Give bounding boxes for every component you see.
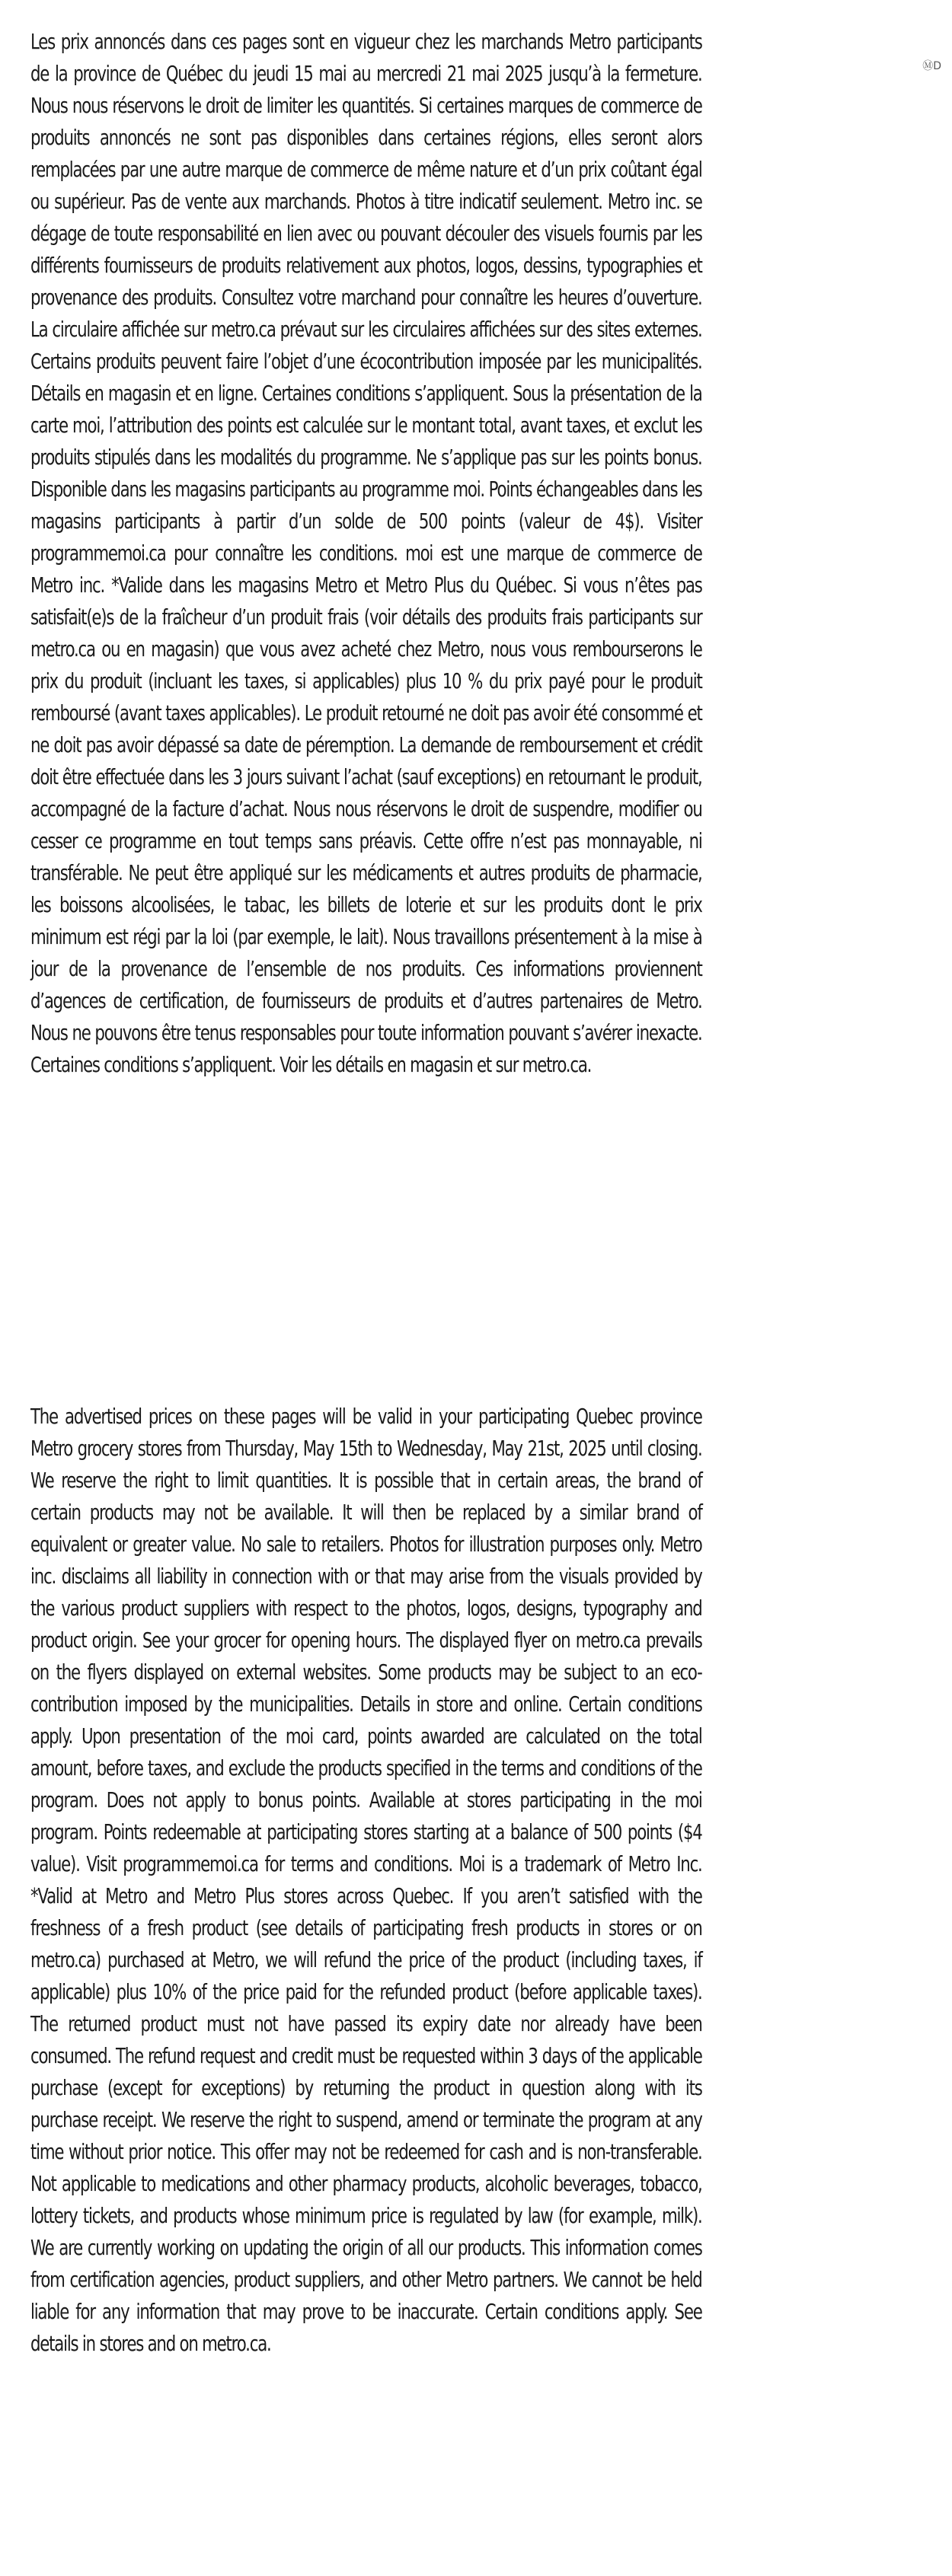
french-legal-paragraph: Les prix annoncés dans ces pages sont en vigueur chez les marchands Metro participants de la province de Québec du jeudi 15 mai au mercredi 21 mai 2025 jusqu’à la fermeture. Nous nous réservons le droit de limiter les quantités. Si certaines marques de commerce de produits annoncés ne sont pas disponibles dans certaines régions, elles seront alors remplacées par une autre marque de commerce de même nature et d’un prix coûtant égal ou supérieur. Pas de vente aux marchands. Photos à titre indicatif seulement. Metro inc. se dégage de toute responsabilité en lien avec ou pouvant découler des visuels fournis par les différents fournisseurs de produits relativement aux photos, logos, dessins, typographies et provenance des produits. Consultez votre marchand pour connaître les heures d’ouverture. La circulaire affichée sur metro.ca prévaut sur les circulaires affichées sur des sites externes. Certains produits peuvent faire l’objet d’une écocontribution imposée par les municipalités. Détails en magasin et en ligne. Certaines conditions s’appliquent. Sous la présentation de la carte moi, l’attribution des points est calculée sur le montant total, avant taxes, et exclut les produits stipulés dans les modalités du programme. Ne s’applique pas sur les points bonus. Disponible dans les magasins participants au programme moi. Points échangeables dans les magasins participants à partir d’un solde de 500 points (valeur de 4$). Visiter programmemoi.ca pour connaître les conditions. moi est une marque de commerce de Metro inc. *Valide dans les magasins Metro et Metro Plus du Québec. Si vous n’êtes pas satisfait(e)s de la fraîcheur d’un produit frais (voir détails des produits frais participants sur metro.ca ou en magasin) que vous avez acheté chez Metro, nous vous rembourserons le prix du produit (incluant les taxes, si applicables) plus 10 % du prix payé pour le produit remboursé (avant taxes applicables). Le produit retourné ne doit pas avoir été consommé et ne doit pas avoir dépassé sa date de péremption. La demande de remboursement et crédit doit être effectuée dans les 3 jours suivant l’achat (sauf exceptions) en retournant le produit, accompagné de la facture d’achat. Nous nous réservons le droit de suspendre, modifier ou cesser ce programme en tout temps sans préavis. Cette offre n’est pas monnayable, ni transférable. Ne peut être appliqué sur les médicaments et autres produits de pharmacie, les boissons alcoolisées, le tabac, les billets de loterie et sur les produits dont le prix minimum est régi par la loi (par exemple, le lait). Nous travaillons présentement à la mise à jour de la provenance de l’ensemble de nos produits. Ces informations proviennent d’agences de certification, de fournisseurs de produits et d’autres partenaires de Metro. Nous ne pouvons être tenus responsables pour toute information pouvant s’avérer inexacte. Certaines conditions s’appliquent. Voir les détails en magasin et sur metro.ca.	[30, 29, 702, 1077]
corner-mark-text: ⓂD	[922, 60, 941, 72]
english-legal-paragraph: The advertised prices on these pages will be valid in your participating Quebec province Metro grocery stores from Thursday, May 15th to Wednesday, May 21st, 2025 until closing. We reserve the right to limit quantities. It is possible that in certain areas, the brand of certain products may not be available. It will then be replaced by a similar brand of equivalent or greater value. No sale to retailers. Photos for illustration purposes only. Metro inc. disclaims all liability in connection with or that may arise from the visuals provided by the various product suppliers with respect to the photos, logos, designs, typography and product origin. See your grocer for opening hours. The displayed flyer on metro.ca prevails on the flyers displayed on external websites. Some products may be subject to an eco-contribution imposed by the municipalities. Details in store and online. Certain conditions apply. Upon presentation of the moi card, points awarded are calculated on the total amount, before taxes, and exclude the products specified in the terms and conditions of the program. Does not apply to bonus points. Available at stores participating in the moi program. Points redeemable at participating stores starting at a balance of 500 points ($4 value). Visit programmemoi.ca for terms and conditions. Moi is a trademark of Metro Inc. *Valid at Metro and Metro Plus stores across Quebec. If you aren’t satisfied with the freshness of a fresh product (see details of participating fresh products in stores or on metro.ca) purchased at Metro, we will refund the price of the product (including taxes, if applicable) plus 10% of the price paid for the refunded product (before applicable taxes). The returned product must not have passed its expiry date nor already have been consumed. The refund request and credit must be requested within 3 days of the applicable purchase (except for exceptions) by returning the product in question along with its purchase receipt. We reserve the right to suspend, amend or terminate the program at any time without prior notice. This offer may not be redeemed for cash and is non-transferable. Not applicable to medications and other pharmacy products, alcoholic beverages, tobacco, lottery tickets, and products whose minimum price is regulated by law (for example, milk). We are currently working on updating the origin of all our products. This information comes from certification agencies, product suppliers, and other Metro partners. We cannot be held liable for any information that may prove to be inaccurate. Certain conditions apply. See details in stores and on metro.ca.	[30, 1404, 702, 2356]
